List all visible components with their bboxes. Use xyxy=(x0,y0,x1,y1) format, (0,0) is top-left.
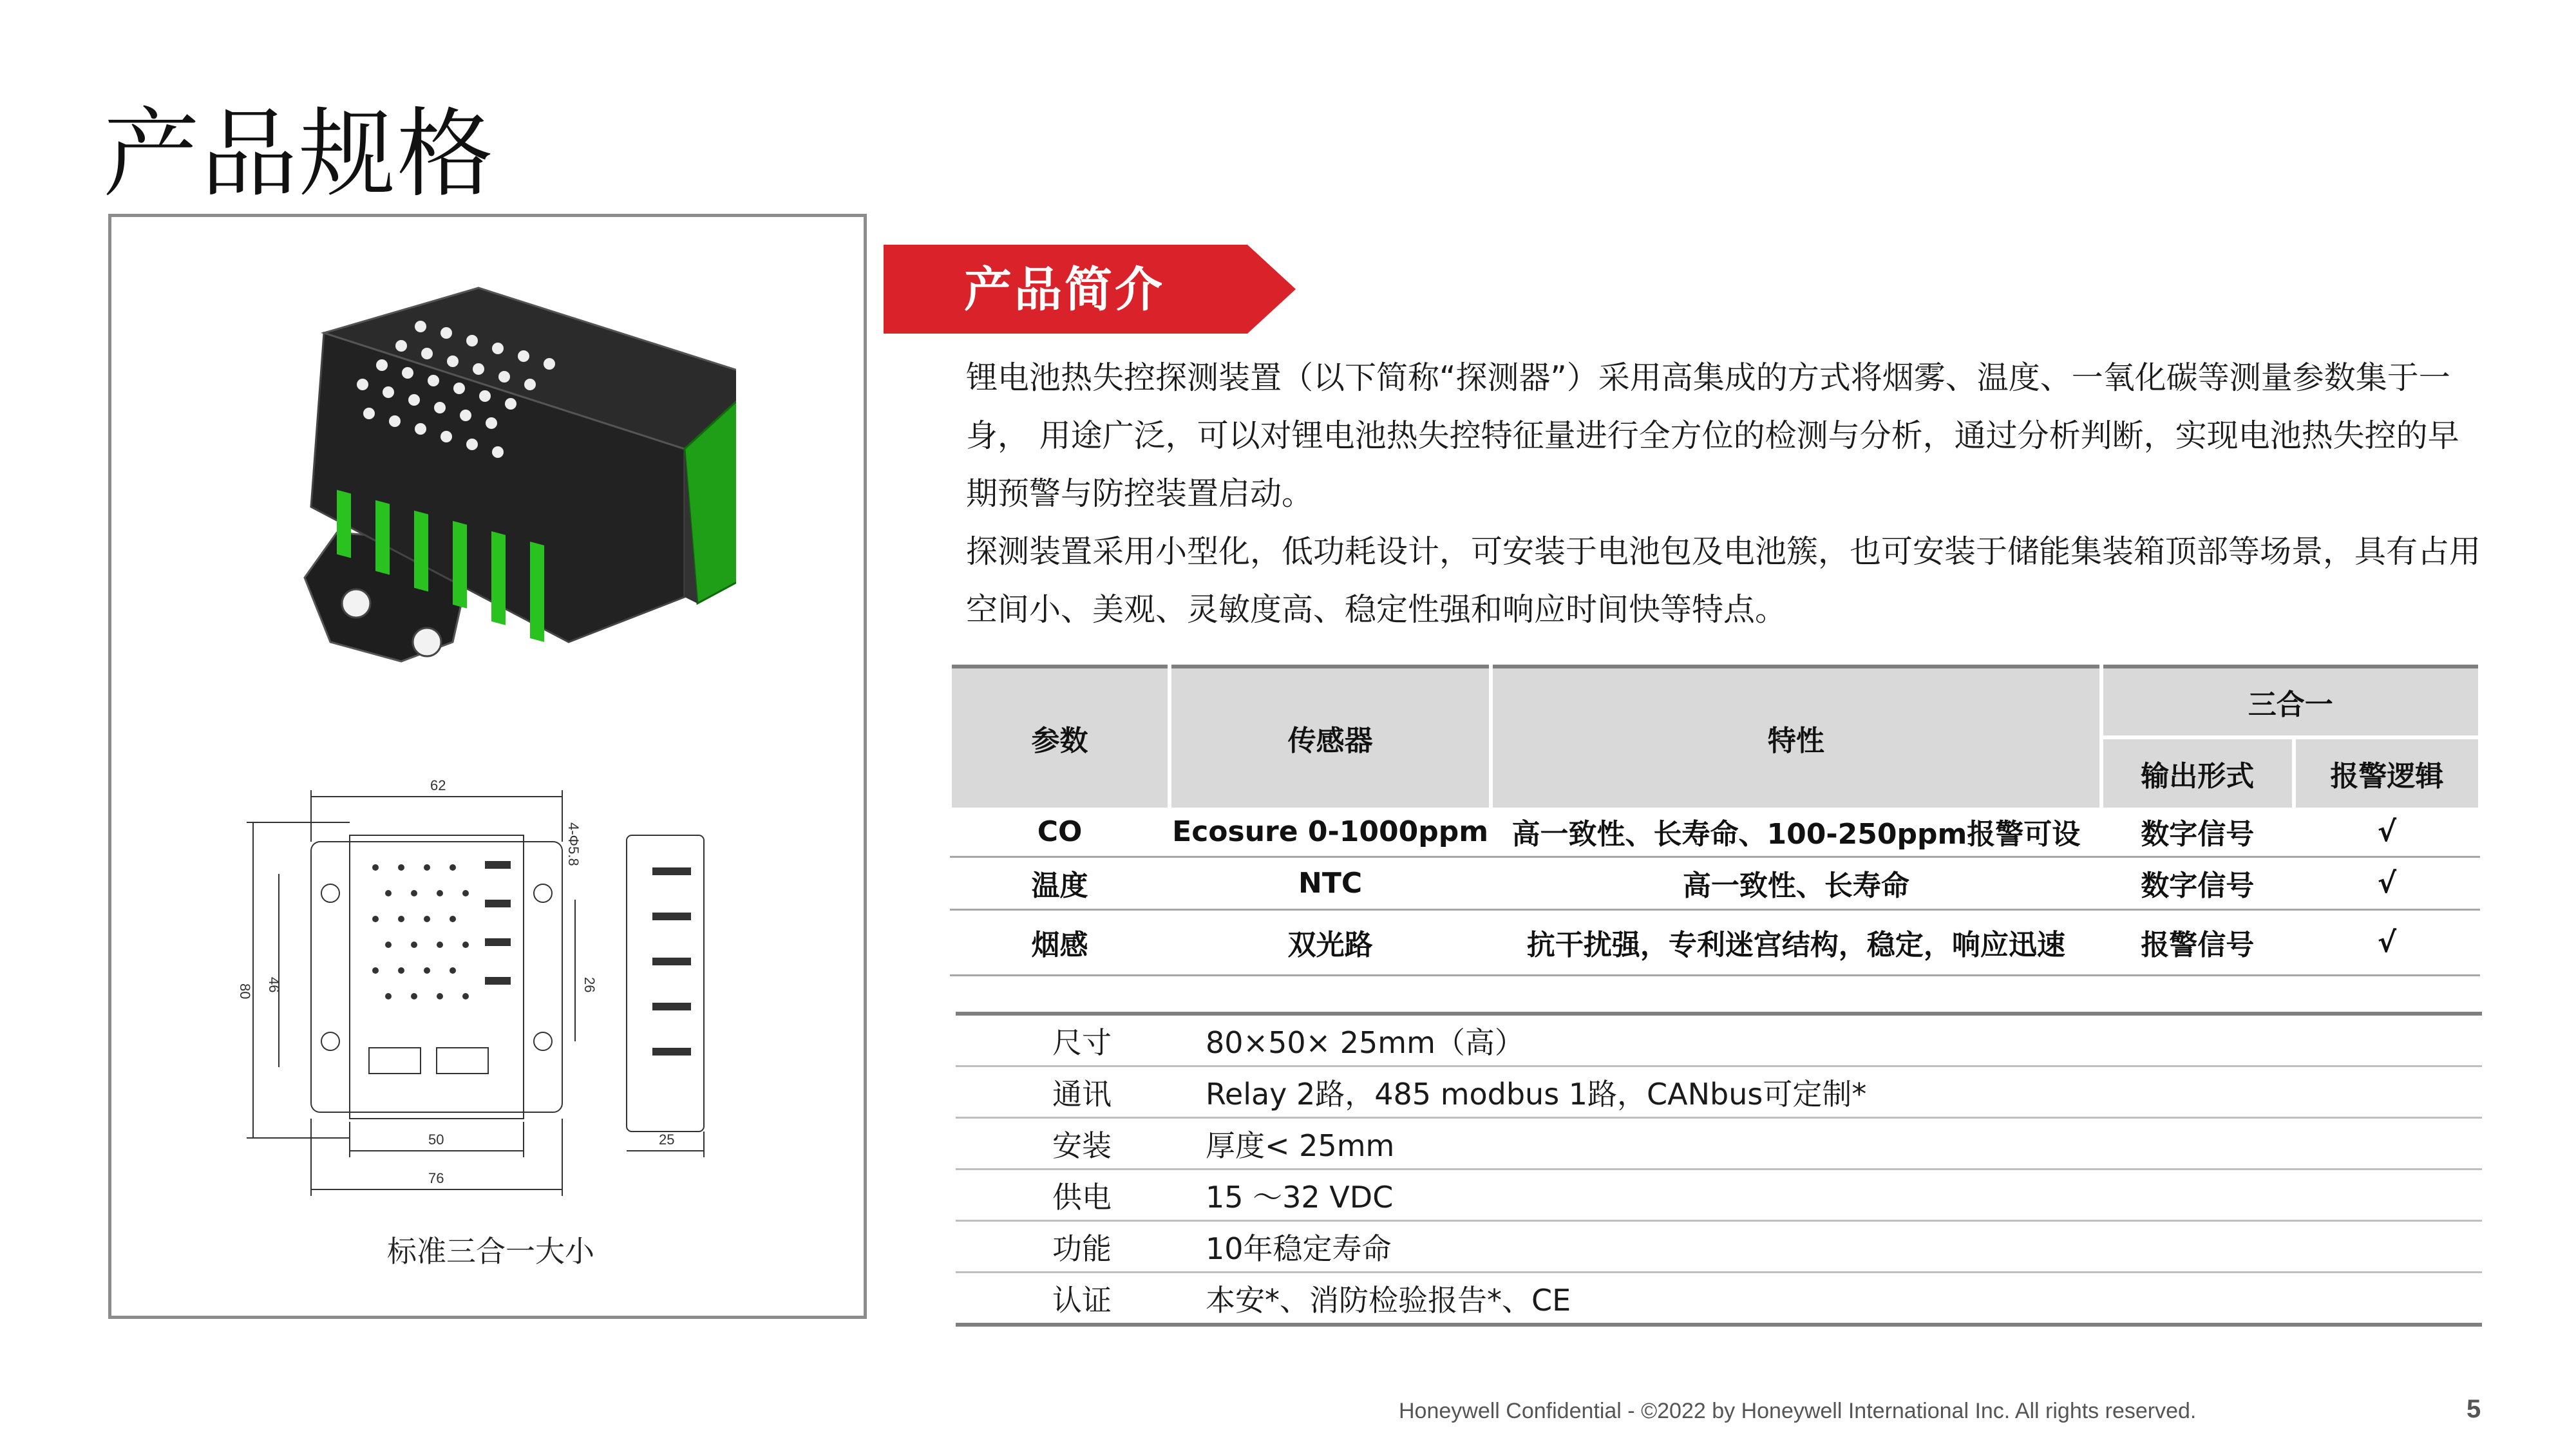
header-alarm: 报警逻辑 xyxy=(2294,737,2480,808)
cell-alarm: √ xyxy=(2294,857,2480,909)
cell-alarm: √ xyxy=(2294,808,2480,857)
product-render-image xyxy=(208,281,736,668)
spec-label: 安装 xyxy=(1052,1118,1206,1170)
dim-side-depth: 25 xyxy=(659,1132,675,1148)
cell-param: 烟感 xyxy=(950,909,1170,975)
section-header-banner xyxy=(884,245,1296,334)
dim-height-total: 80 xyxy=(237,983,253,999)
dim-width-total: 62 xyxy=(430,777,446,793)
spec-row xyxy=(956,1273,2482,1325)
table-header-row xyxy=(950,667,2480,737)
spec-value: 厚度< 25mm xyxy=(1206,1118,2482,1170)
sensor-table xyxy=(948,665,2482,976)
spec-value: 80×50× 25mm（高） xyxy=(1206,1014,2482,1066)
dim-right: 26 xyxy=(582,977,598,993)
intro-paragraph: 探测装置采用小型化，低功耗设计，可安装于电池包及电池簇，也可安装于储能集装箱顶部等场景，具有占用空间小、美观、灵敏度高、稳定性强和响应时间快等特点。 xyxy=(966,533,2481,628)
footer-confidential: Honeywell Confidential - ©2022 by Honeywell International Inc. All rights reserved. xyxy=(1399,1399,2197,1423)
table-row xyxy=(950,857,2480,909)
table-row xyxy=(950,808,2480,857)
cell-feature: 抗干扰强，专利迷宫结构，稳定，响应迅速 xyxy=(1491,909,2101,975)
dim-hole-label: 4-Φ5.8 xyxy=(565,822,582,866)
header-param: 参数 xyxy=(950,667,1170,808)
spec-label: 供电 xyxy=(1052,1170,1206,1221)
cell-alarm: √ xyxy=(2294,909,2480,975)
dim-bottom-inner: 50 xyxy=(428,1132,444,1148)
spec-label: 认证 xyxy=(1052,1273,1206,1325)
spec-label: 尺寸 xyxy=(1052,1014,1206,1066)
cell-sensor: Ecosure 0-1000ppm xyxy=(1170,808,1491,857)
spec-row xyxy=(956,1118,2482,1170)
header-sensor: 传感器 xyxy=(1170,667,1491,808)
page-number: 5 xyxy=(2467,1395,2481,1423)
header-group: 三合一 xyxy=(2101,667,2480,737)
cell-output: 报警信号 xyxy=(2101,909,2294,975)
spec-row xyxy=(956,1014,2482,1066)
spec-value: Relay 2路，485 modbus 1路，CANbus可定制* xyxy=(1206,1066,2482,1118)
intro-paragraph: 锂电池热失控探测装置（以下简称“探测器”）采用高集成的方式将烟雾、温度、一氧化碳等测量参数集于一身， 用途广泛，可以对锂电池热失控特征量进行全方位的检测与分析，通过分析判断，实现电池热失控的早期预警与防控装置启动。 xyxy=(966,359,2459,512)
section-title: 产品简介 xyxy=(964,262,1165,317)
intro-text xyxy=(966,349,2486,639)
cell-sensor: 双光路 xyxy=(1170,909,1491,975)
spec-value: 10年稳定寿命 xyxy=(1206,1221,2482,1273)
spec-row xyxy=(956,1066,2482,1118)
spec-value: 本安*、消防检验报告*、CE xyxy=(1206,1273,2482,1325)
figure-caption: 标准三合一大小 xyxy=(387,1234,594,1269)
header-output: 输出形式 xyxy=(2101,737,2294,808)
cell-param: CO xyxy=(950,808,1170,857)
cell-param: 温度 xyxy=(950,857,1170,909)
spec-row xyxy=(956,1221,2482,1273)
spec-row xyxy=(956,1170,2482,1221)
cell-output: 数字信号 xyxy=(2101,808,2294,857)
cell-feature: 高一致性、长寿命、100-250ppm报警可设 xyxy=(1491,808,2101,857)
spec-label: 通讯 xyxy=(1052,1066,1206,1118)
product-figure xyxy=(108,214,867,1319)
cell-feature: 高一致性、长寿命 xyxy=(1491,857,2101,909)
header-feature: 特性 xyxy=(1491,667,2101,808)
dim-bottom-total: 76 xyxy=(428,1170,444,1186)
spec-value: 15 ～32 VDC xyxy=(1206,1170,2482,1221)
dimension-drawing xyxy=(214,771,858,1235)
table-row xyxy=(950,909,2480,975)
spec-table xyxy=(956,1012,2482,1327)
cell-output: 数字信号 xyxy=(2101,857,2294,909)
dim-inner-height: 46 xyxy=(266,977,282,993)
cell-sensor: NTC xyxy=(1170,857,1491,909)
page-title: 产品规格 xyxy=(103,99,495,211)
spec-label: 功能 xyxy=(1052,1221,1206,1273)
